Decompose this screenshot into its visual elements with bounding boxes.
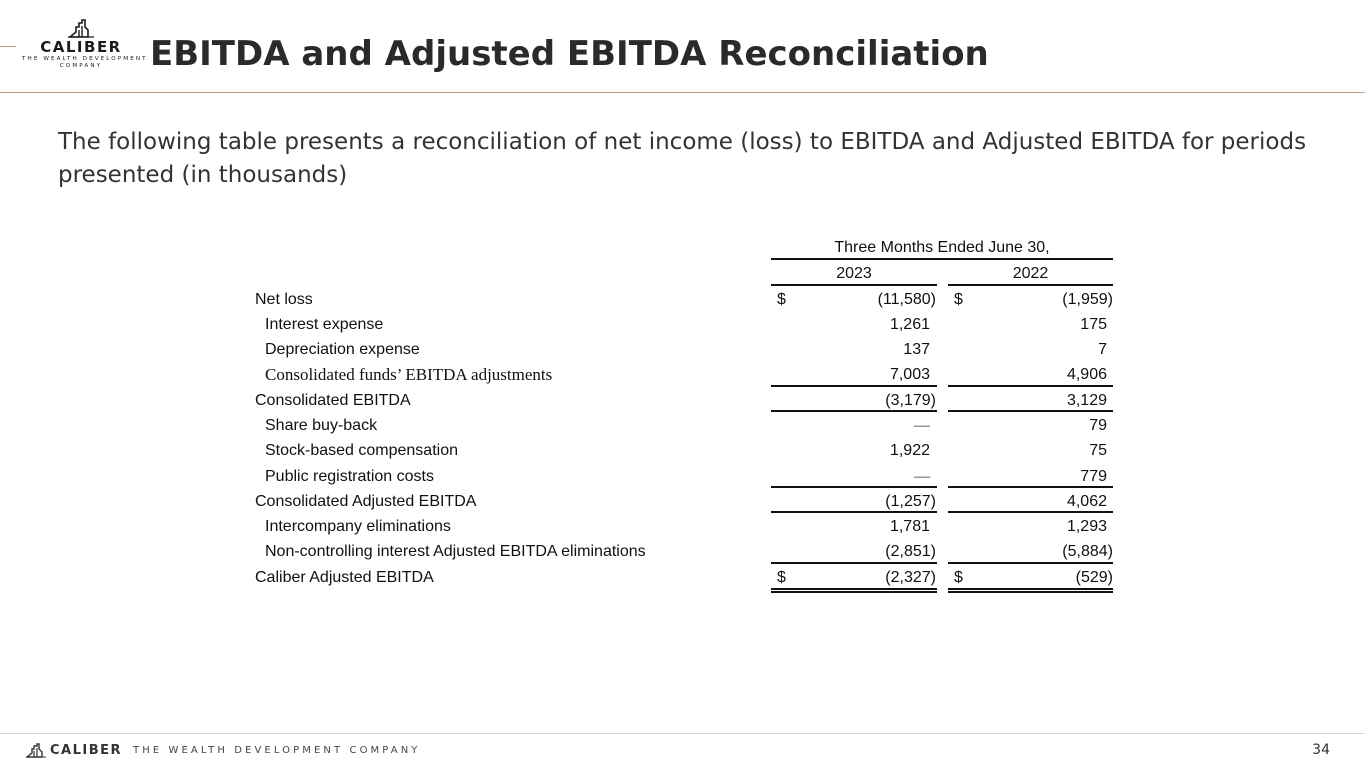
footer-brand-name: CALIBER bbox=[50, 743, 123, 758]
subtotal-rule bbox=[771, 410, 937, 412]
table-row bbox=[0, 438, 1365, 463]
subtotal-rule bbox=[771, 385, 937, 387]
header-divider bbox=[0, 92, 1365, 93]
value-2023: (11,580) bbox=[877, 291, 936, 308]
period-header-rule bbox=[771, 258, 1113, 260]
year-header-rule bbox=[948, 284, 1113, 286]
currency-symbol: $ bbox=[954, 569, 963, 586]
year-2023-header: 2023 bbox=[836, 265, 872, 282]
value-2023: 7,003 bbox=[889, 366, 930, 383]
subtotal-rule bbox=[948, 385, 1113, 387]
currency-symbol: $ bbox=[777, 291, 786, 308]
subtotal-rule bbox=[948, 562, 1113, 564]
value-2022: 4,906 bbox=[1066, 366, 1107, 383]
period-header: Three Months Ended June 30, bbox=[834, 239, 1050, 256]
total-double-rule bbox=[771, 588, 937, 593]
value-2023: 1,781 bbox=[889, 518, 930, 535]
year-header-rule bbox=[771, 284, 937, 286]
table-row bbox=[0, 514, 1365, 539]
header-accent-line bbox=[0, 46, 16, 47]
table-row bbox=[0, 312, 1365, 337]
building-icon bbox=[68, 18, 94, 38]
value-2023: 137 bbox=[903, 341, 930, 358]
value-2022: (529) bbox=[1075, 569, 1113, 586]
row-label: Consolidated funds’ EBITDA adjustments bbox=[265, 365, 553, 384]
value-2022: 79 bbox=[1089, 417, 1107, 434]
table-row bbox=[0, 388, 1365, 413]
value-2022: 175 bbox=[1080, 316, 1107, 333]
value-2023: 1,922 bbox=[889, 442, 930, 459]
page-number: 34 bbox=[1312, 742, 1330, 758]
value-2023: (1,257) bbox=[885, 493, 936, 510]
row-label: Caliber Adjusted EBITDA bbox=[255, 569, 434, 586]
row-label: Net loss bbox=[255, 291, 313, 308]
row-label: Depreciation expense bbox=[265, 341, 420, 358]
value-2023: 1,261 bbox=[889, 316, 930, 333]
value-2022: 1,293 bbox=[1066, 518, 1107, 535]
row-label: Stock-based compensation bbox=[265, 442, 458, 459]
row-label: Share buy-back bbox=[265, 417, 378, 434]
value-2023: (2,327) bbox=[885, 569, 936, 586]
table-row bbox=[0, 287, 1365, 312]
table-row bbox=[0, 565, 1365, 590]
table-row bbox=[0, 362, 1365, 387]
currency-symbol: $ bbox=[777, 569, 786, 586]
table-row bbox=[0, 337, 1365, 362]
row-label: Intercompany eliminations bbox=[265, 518, 451, 535]
value-2023: — bbox=[914, 417, 930, 434]
subtotal-rule bbox=[948, 486, 1113, 488]
row-label: Consolidated Adjusted EBITDA bbox=[255, 493, 477, 510]
table-row bbox=[0, 539, 1365, 564]
value-2023: (3,179) bbox=[885, 392, 936, 409]
logo-tagline-2: COMPANY bbox=[59, 63, 103, 69]
subtotal-rule bbox=[771, 562, 937, 564]
value-2022: 7 bbox=[1098, 341, 1107, 358]
value-2022: 4,062 bbox=[1066, 493, 1107, 510]
subtotal-rule bbox=[948, 410, 1113, 412]
row-label: Consolidated EBITDA bbox=[255, 392, 411, 409]
logo-tagline: THE WEALTH DEVELOPMENT bbox=[22, 56, 148, 62]
value-2022: 75 bbox=[1089, 442, 1107, 459]
value-2023: — bbox=[914, 468, 930, 485]
value-2023: (2,851) bbox=[885, 543, 936, 560]
total-double-rule bbox=[948, 588, 1113, 593]
value-2022: 779 bbox=[1080, 468, 1107, 485]
footer-tagline: THE WEALTH DEVELOPMENT COMPANY bbox=[133, 745, 421, 756]
caliber-logo bbox=[22, 18, 148, 70]
subtotal-rule bbox=[948, 511, 1113, 513]
intro-paragraph: The following table presents a reconciliation of net income (loss) to EBITDA and Adjusted EBITDA for periods presented (in thousands) bbox=[58, 129, 1307, 188]
subtotal-rule bbox=[771, 511, 937, 513]
building-icon bbox=[26, 742, 46, 758]
value-2022: (1,959) bbox=[1062, 291, 1113, 308]
table-row bbox=[0, 413, 1365, 438]
footer-divider bbox=[0, 733, 1365, 734]
value-2022: 3,129 bbox=[1066, 392, 1107, 409]
year-2022-header: 2022 bbox=[1012, 265, 1049, 282]
page-title: EBITDA and Adjusted EBITDA Reconciliation bbox=[150, 34, 989, 74]
table-row bbox=[0, 464, 1365, 489]
table-row bbox=[0, 489, 1365, 514]
row-label: Public registration costs bbox=[265, 468, 434, 485]
row-label: Non-controlling interest Adjusted EBITDA eliminations bbox=[265, 543, 646, 560]
row-label: Interest expense bbox=[265, 316, 384, 333]
logo-brand-name: CALIBER bbox=[40, 38, 122, 56]
value-2022: (5,884) bbox=[1062, 543, 1113, 560]
currency-symbol: $ bbox=[954, 291, 963, 308]
subtotal-rule bbox=[771, 486, 937, 488]
